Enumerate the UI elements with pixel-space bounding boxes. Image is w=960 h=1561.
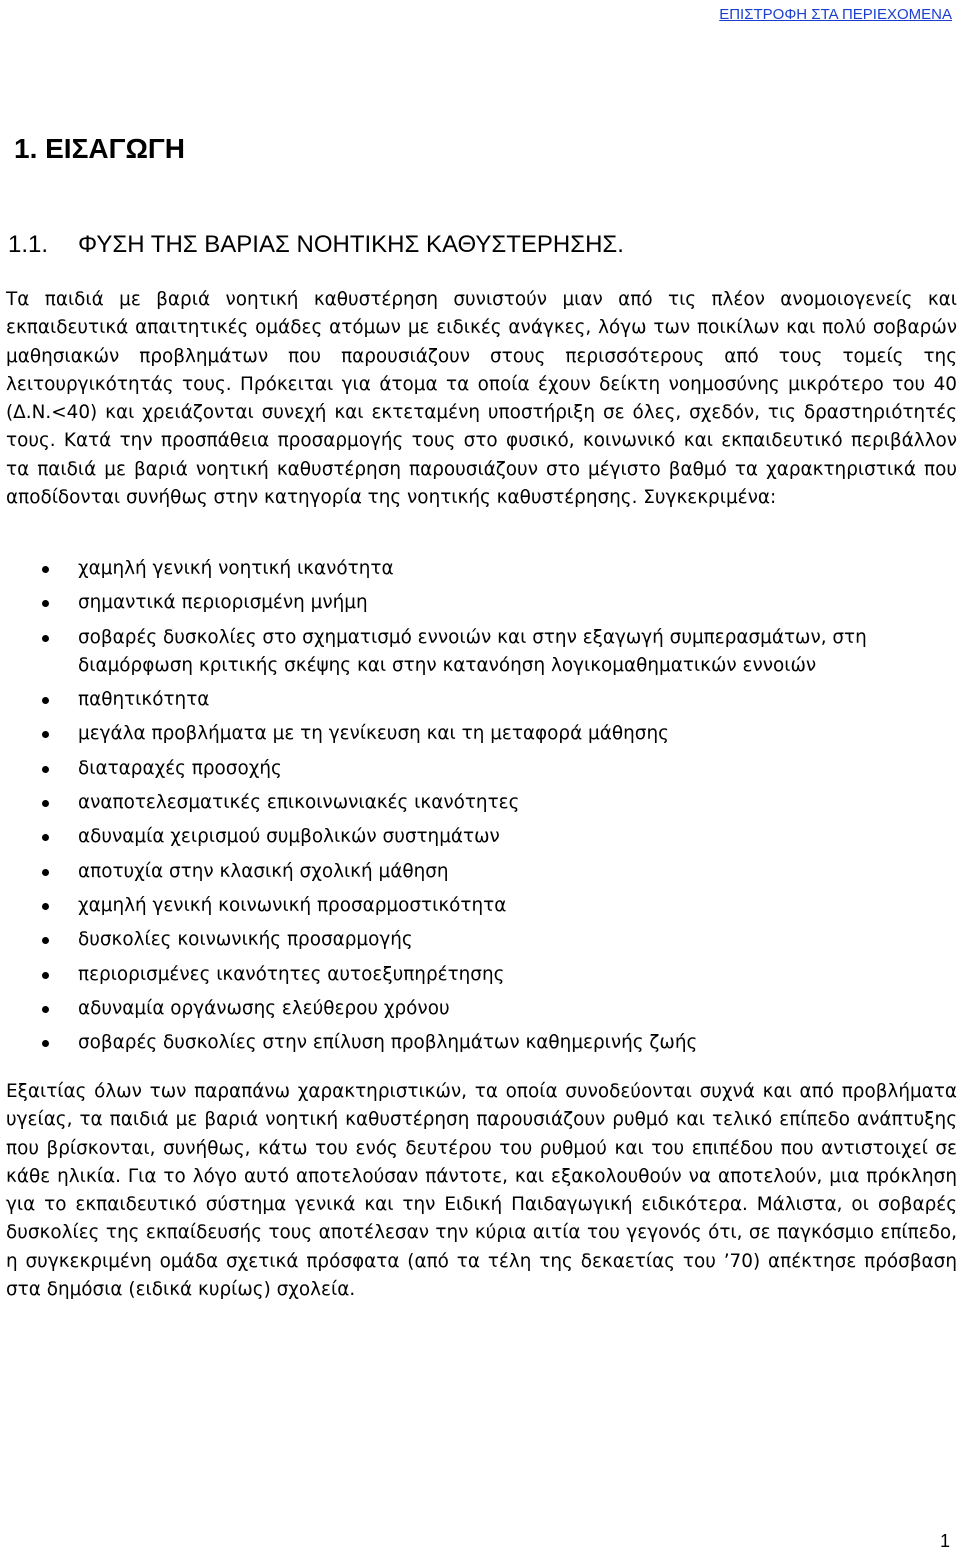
bullet-icon [42, 731, 49, 738]
list-item: μεγάλα προβλήματα με τη γενίκευση και τη μεταφορά μάθησης [0, 720, 958, 748]
bullet-icon [42, 1006, 49, 1013]
bullet-icon [42, 635, 49, 642]
list-item: αναποτελεσματικές επικοινωνιακές ικανότητες [0, 789, 958, 817]
bullet-icon [42, 869, 49, 876]
list-item: παθητικότητα [0, 686, 958, 714]
list-item: σοβαρές δυσκολίες στο σχηματισμό εννοιών και στην εξαγωγή συμπερασμάτων, στη διαμόρφωση κριτικής σκέψης και στην κατανόηση λογικομαθηματικών εννοιών [0, 624, 958, 681]
page-number: 1 [939, 1531, 950, 1551]
bullet-icon [42, 600, 49, 607]
back-to-contents-link[interactable]: ΕΠΙΣΤΡΟΦΗ ΣΤΑ ΠΕΡΙΕΧΟΜΕΝΑ [719, 6, 952, 23]
bullet-icon [42, 697, 49, 704]
bullet-icon [42, 566, 49, 573]
section-title: ΦΥΣΗ ΤΗΣ ΒΑΡΙΑΣ ΝΟΗΤΙΚΗΣ ΚΑΘΥΣΤΕΡΗΣΗΣ. [78, 231, 624, 258]
list-item: σοβαρές δυσκολίες στην επίλυση προβλημάτων καθημερινής ζωής [0, 1029, 958, 1057]
bullet-icon [42, 903, 49, 910]
bullet-icon [42, 834, 49, 841]
list-item: αδυναμία οργάνωσης ελεύθερου χρόνου [0, 995, 958, 1023]
list-item: περιορισμένες ικανότητες αυτοεξυπηρέτησης [0, 961, 958, 989]
bullet-icon [42, 937, 49, 944]
bullet-icon [42, 766, 49, 773]
bullet-icon [42, 800, 49, 807]
list-item: χαμηλή γενική νοητική ικανότητα [0, 555, 958, 583]
section-number: 1.1. [8, 231, 49, 258]
bullet-icon [42, 972, 49, 979]
list-item: διαταραχές προσοχής [0, 755, 958, 783]
characteristics-list [0, 555, 958, 1063]
list-item: αποτυχία στην κλασική σχολική μάθηση [0, 858, 958, 886]
chapter-title: 1. ΕΙΣΑΓΩΓΗ [14, 133, 185, 164]
list-item: σημαντικά περιορισμένη μνήμη [0, 589, 958, 617]
section-heading [8, 231, 624, 259]
list-item: χαμηλή γενική κοινωνική προσαρμοστικότητα [0, 892, 958, 920]
list-item: δυσκολίες κοινωνικής προσαρμογής [0, 926, 958, 954]
conclusion-paragraph: Εξαιτίας όλων των παραπάνω χαρακτηριστικών, τα οποία συνοδεύονται συχνά και από προβλήματα υγείας, τα παιδιά με βαριά νοητική καθυστέρηση παρουσιάζουν ρυθμό και τελικό επίπεδο ανάπτυξης που βρίσκονται, συνήθως, κάτω του ενός δευτέρου του ρυθμού και του επιπέδου που αντιστοιχεί σε κάθε ηλικία. Για το λόγο αυτό αποτελούσαν πάντοτε, και εξακολουθούν να αποτελούν, μια πρόκληση για το εκπαιδευτικό σύστημα γενικά και την Ειδική Παιδαγωγική ειδικότερα. Μάλιστα, οι σοβαρές δυσκολίες της εκπαίδευσής τους αποτέλεσαν την κύρια αιτία του γεγονός ότι, σε παγκόσμιο επίπεδο, η συγκεκριμένη ομάδα σχετικά πρόσφατα (από τα τέλη της δεκαετίας του ’70) απέκτησε πρόσβαση στα δημόσια (ειδικά κυρίως) σχολεία. [6, 1081, 957, 1301]
bullet-icon [42, 1040, 49, 1047]
intro-paragraph: Τα παιδιά με βαριά νοητική καθυστέρηση συνιστούν μιαν από τις πλέον ανομοιογενείς και εκπαιδευτικά απαιτητικές ομάδες ατόμων με ειδικές ανάγκες, λόγω των ποικίλων και πολύ σοβαρών μαθησιακών προβλημάτων που παρουσιάζουν στους περισσότερους από τους τομείς της λειτουργικότητάς τους. Πρόκειται για άτομα τα οποία έχουν δείκτη νοημοσύνης μικρότερο του 40 (Δ.Ν.<40) και χρειάζονται συνεχή και εκτεταμένη υποστήριξη σε όλες, σχεδόν, τις δραστηριότητές τους. Κατά την προσπάθεια προσαρμογής τους στο φυσικό, κοινωνικό και εκπαιδευτικό περιβάλλον τα παιδιά με βαριά νοητική καθυστέρηση παρουσιάζουν στο μέγιστο βαθμό τα χαρακτηριστικά που αποδίδονται συνήθως στην κατηγορία της νοητικής καθυστέρησης. Συγκεκριμένα: [6, 289, 957, 509]
list-item: αδυναμία χειρισμού συμβολικών συστημάτων [0, 823, 958, 851]
